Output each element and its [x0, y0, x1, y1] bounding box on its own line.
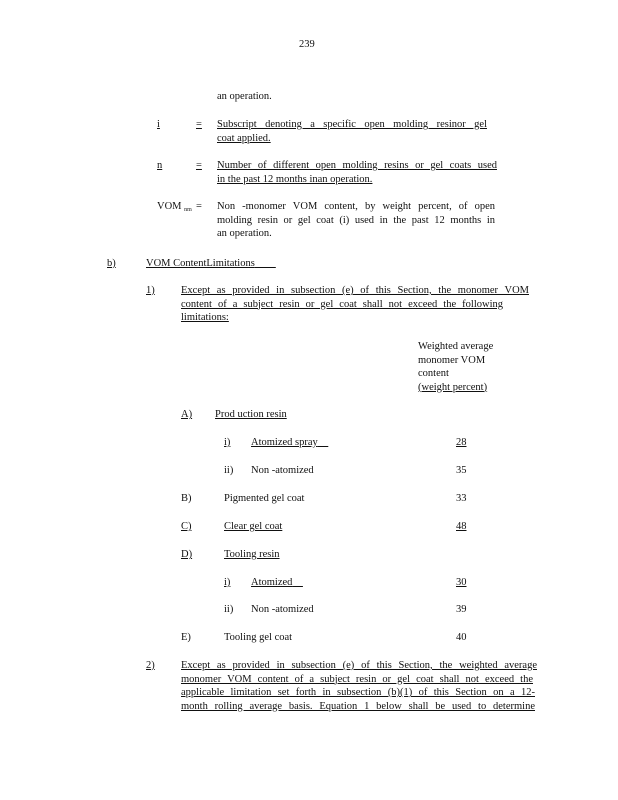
table-header-line: Weighted average — [418, 341, 494, 352]
row-name — [251, 436, 328, 450]
page-number: 239 — [299, 39, 315, 50]
row-value: 30 — [456, 577, 467, 588]
row-label: ii) — [224, 604, 234, 615]
row-name-text: Atomized — [251, 577, 293, 588]
row-label: D) — [181, 549, 193, 560]
definition-term-n: n — [157, 160, 163, 171]
row-name: Pigmented gel coat — [224, 493, 305, 504]
row-label: C) — [181, 521, 192, 532]
row-label: A) — [181, 409, 193, 420]
paragraph-line: Except as provided in subsection (e) of this Section, the monomer VOM — [181, 285, 529, 296]
term-subscript: nm — [184, 207, 192, 213]
row-value: 48 — [456, 521, 467, 532]
row-label: i) — [224, 437, 231, 448]
row-name: Clear gel coat — [224, 521, 283, 532]
table-header — [418, 340, 493, 394]
row-value: 28 — [456, 437, 467, 448]
row-name: Non -atomized — [251, 604, 314, 615]
definition-text-i — [217, 118, 487, 145]
row-value: 40 — [456, 632, 467, 643]
definition-line: an operation. — [217, 228, 272, 239]
item-1-label: 1) — [146, 285, 155, 296]
row-name — [251, 576, 303, 590]
row-name: Non -atomized — [251, 465, 314, 476]
table-header-line: monomer VOM — [418, 354, 486, 366]
section-b-title — [146, 257, 276, 271]
table-header-line: (weight percent) — [418, 381, 488, 393]
row-name-text: Atomized spray — [251, 437, 318, 448]
section-b-title-text: VOM ContentLimitations — [146, 258, 255, 269]
row-value: 35 — [456, 465, 467, 476]
definition-equals-n: = — [196, 160, 202, 171]
paragraph-line: Except as provided in subsection (e) of this Section, the weighted average — [181, 660, 537, 671]
definition-line: Number of different open molding resins or gel coats used — [217, 160, 497, 171]
row-value: 39 — [456, 604, 467, 615]
row-label: B) — [181, 493, 192, 504]
row-value: 33 — [456, 493, 467, 504]
definition-line: molding resin or gel coat (i) used in the past 12 months in — [217, 214, 495, 226]
paragraph-line: content of a subject resin or gel coat shall not exceed the following — [181, 298, 503, 310]
continuation-text: an operation. — [217, 91, 272, 102]
definition-equals-vomnm: = — [196, 201, 202, 212]
definition-line: coat applied. — [217, 132, 271, 144]
paragraph-line: month rolling average basis. Equation 1 below shall be used to determine — [181, 700, 535, 712]
row-label: i) — [224, 577, 231, 588]
section-b-label: b) — [107, 258, 116, 269]
row-label: ii) — [224, 465, 234, 476]
row-name: Tooling gel coat — [224, 632, 293, 643]
item-2-label: 2) — [146, 660, 155, 671]
definition-term-i: i — [157, 119, 160, 130]
row-name: Prod uction resin — [215, 409, 287, 420]
definition-text-n — [217, 159, 497, 186]
definition-line: in the past 12 months inan operation. — [217, 173, 373, 185]
item-1-text — [181, 284, 529, 325]
definition-line: Non -monomer VOM content, by weight percent, of open — [217, 201, 495, 212]
term-text: VOM — [157, 201, 182, 212]
item-2-text — [181, 659, 537, 713]
row-name: Tooling resin — [224, 549, 280, 560]
definition-text-vomnm — [217, 200, 495, 241]
paragraph-line: monomer VOM content of a subject resin or gel coat shall not exceed the — [181, 673, 533, 685]
table-header-line: content — [418, 368, 449, 379]
definition-line: Subscript denoting a specific open molding resinor gel — [217, 119, 487, 130]
row-label: E) — [181, 632, 191, 643]
paragraph-line: applicable limitation set forth in subsection (b)(1) of this Section on a 12- — [181, 687, 535, 698]
definition-term-vomnm — [157, 200, 192, 218]
definition-equals-i: = — [196, 119, 202, 130]
paragraph-line: limitations: — [181, 312, 229, 323]
